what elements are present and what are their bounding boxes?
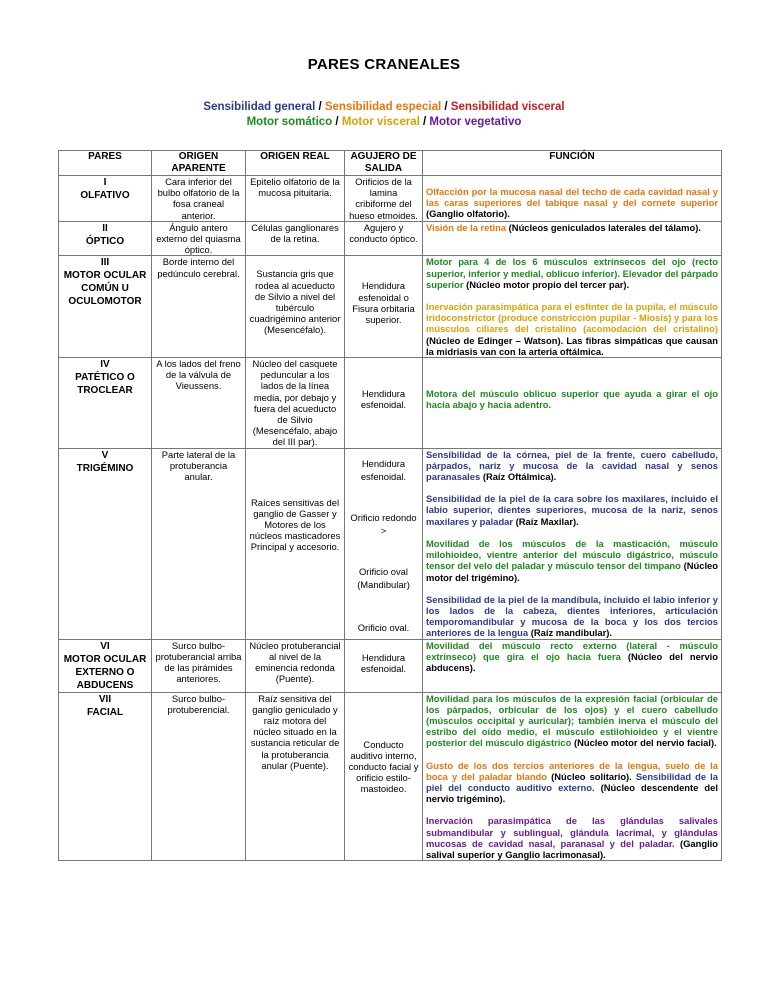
cell-funcion — [423, 221, 722, 256]
funcion-text: Inervación parasimpática de las glándulas salivales submandibular y sublingual, glándula lacrimal, y glándulas mucosas de cavidad nasal, paranasal y del paladar. — [426, 815, 718, 849]
cell-origen-aparente: Ángulo antero externo del quiasma óptico. — [152, 221, 246, 256]
cell-funcion — [423, 692, 722, 861]
par-number: III — [100, 257, 110, 269]
legend-label: Sensibilidad general — [203, 101, 316, 113]
funcion-text: (Núcleo motor propio del tercer par). — [463, 278, 630, 290]
agujero-part: Orificio oval. — [357, 621, 410, 633]
par-name: TRIGÉMINO — [76, 462, 134, 474]
cell-origen-real: Células ganglionares de la retina. — [246, 221, 345, 256]
legend-separator: / — [332, 116, 342, 128]
funcion-text: Olfacción por la mucosa nasal del techo de cada cavidad nasal y las caras superiores del tabique nasal y del cornete superior — [426, 186, 718, 209]
table-row — [59, 692, 722, 861]
funcion-paragraph — [426, 640, 718, 674]
par-number: II — [102, 222, 108, 234]
funcion-text: (Núcleo solitario). — [547, 770, 632, 782]
funcion-paragraph — [426, 186, 718, 220]
table-row — [59, 358, 722, 449]
funcion-text: Sensibilidad de la piel de la cara sobre los maxilares, incluido el labio superior, dientes superiores, mucosa de la nariz, senos maxilares y paladar — [426, 493, 718, 527]
funcion-text: (Raíz Oftálmica). — [480, 471, 557, 483]
par-number: V — [101, 449, 109, 461]
cell-funcion — [423, 448, 722, 639]
funcion-paragraph — [426, 256, 718, 290]
par-name: ÓPTICO — [85, 235, 125, 247]
paragraph-gap — [426, 583, 718, 594]
legend-label: Motor visceral — [341, 116, 420, 128]
table-row — [59, 256, 722, 358]
par-number: VI — [100, 640, 110, 652]
cell-origen-real: Núcleo del casquete peduncular a los lados de la línea media, por debajo y fuera del acueducto de Silvio (Mesencéfalo, abajo del III par). — [246, 358, 345, 449]
funcion-text: Movilidad del músculo recto externo (lateral - músculo extrínseco) que gira el ojo hacia fuera — [426, 639, 718, 662]
cell-origen-real: Núcleo protuberancial al nivel de la eminencia redonda (Puente). — [246, 639, 345, 692]
cell-origen-aparente: Surco bulbo-protuberencial. — [152, 692, 246, 861]
legend-separator: / — [315, 101, 325, 113]
funcion-text: Sensibilidad de la córnea, piel de la frente, cuero cabelludo, párpados, nariz y mucosa de la cavidad nasal y senos paranasales — [426, 448, 718, 483]
funcion-paragraph — [426, 594, 718, 639]
cell-agujero: Hendidura esfenoidal o Fisura orbitaria superior. — [345, 256, 423, 358]
funcion-text: Sensibilidad de la piel del conducto auditivo externo. — [426, 770, 719, 793]
agujero-part: Orificio oval (Mandibular) — [357, 565, 410, 590]
funcion-text: Movilidad para los músculos de la expresión facial (orbicular de los párpados, orbicular de los ojos) y el cuero cabelludo (músculos occipital y auricular); también inerva el músculo del estribo del oído medio, el músculo estilohioideo y el vientre posterior del músculo digástrico — [426, 692, 718, 749]
par-number: VII — [98, 693, 112, 705]
cell-par — [59, 448, 152, 639]
par-number: IV — [100, 359, 110, 371]
cell-par — [59, 692, 152, 861]
table-row — [59, 221, 722, 256]
legend-label: Motor vegetativo — [429, 116, 522, 128]
legend-label: Sensibilidad especial — [324, 101, 442, 113]
funcion-text: Gusto de los dos tercios anteriores de la lengua, suelo de la boca y del paladar blando — [426, 759, 718, 782]
cranial-nerves-table — [58, 150, 722, 861]
funcion-text: Sensibilidad de la piel de la mandíbula, incluido el labio inferior y los lados de la cabeza, dientes inferiores, articulación temporomandibular y mucosa de la boca y los dos tercios anteriores de la lengua — [426, 593, 718, 639]
header-origen-aparente: ORIGEN APARENTE — [152, 151, 246, 176]
cell-origen-real: Raíz sensitiva del ganglio geniculado y raíz motora del núcleo situado en la sustancia reticular de la protuberancia anular (Puente). — [246, 692, 345, 861]
paragraph-gap — [426, 804, 718, 815]
paragraph-gap — [426, 749, 718, 760]
funcion-text: (Núcleo motor del trigémino). — [426, 560, 718, 583]
funcion-paragraph — [426, 222, 718, 233]
cell-agujero: Hendidura esfenoidal. — [345, 639, 423, 692]
table-row — [59, 639, 722, 692]
header-funcion: FUNCIÓN — [423, 151, 722, 176]
legend-label: Motor somático — [246, 116, 333, 128]
funcion-text: Motora del músculo oblicuo superior que ayuda a girar el ojo hacia abajo y hacia adentro. — [426, 388, 718, 411]
header-origen-real: ORIGEN REAL — [246, 151, 345, 176]
header-pares: PARES — [59, 151, 152, 176]
funcion-text: Motor para 4 de los 6 músculos extrínsecos del ojo (recto superior, inferior y medial, oblicuo inferior). Elevador del párpado superior — [426, 256, 718, 290]
legend-separator: / — [441, 101, 451, 113]
par-name: OLFATIVO — [80, 190, 130, 201]
cell-origen-aparente: Surco bulbo-protuberancial arriba de las pirámides anteriores. — [152, 639, 246, 692]
funcion-paragraph — [426, 760, 718, 805]
funcion-text: (Núcleo de Edinger – Watson). Las fibras simpáticas que causan la midriasis van con la arteria oftálmica. — [426, 334, 718, 357]
cell-par — [59, 639, 152, 692]
funcion-paragraph — [426, 388, 718, 410]
par-name: MOTOR OCULAR EXTERNO O ABDUCENS — [63, 653, 147, 691]
cell-origen-aparente: Cara inferior del bulbo olfatorio de la fosa craneal anterior. — [152, 176, 246, 222]
funcion-text: (Ganglio olfatorio). — [426, 208, 510, 220]
cell-origen-aparente: Parte lateral de la protuberancia anular. — [152, 448, 246, 639]
funcion-text: Visión de la retina — [426, 221, 507, 233]
cell-agujero: Agujero y conducto óptico. — [345, 221, 423, 256]
color-legend — [0, 100, 768, 130]
agujero-part: Hendidura esfenoidal. — [360, 457, 407, 482]
funcion-paragraph — [426, 301, 718, 357]
funcion-paragraph — [426, 815, 718, 860]
cell-par — [59, 256, 152, 358]
legend-line-motor — [0, 115, 768, 130]
cell-agujero: Orificios de la lamina cribiforme del hueso etmoides. — [345, 176, 423, 222]
paragraph-gap — [426, 482, 718, 493]
paragraph-gap — [426, 527, 718, 538]
header-agujero: AGUJERO DE SALIDA — [345, 151, 423, 176]
agujero-part: Orificio redondo > — [350, 511, 417, 536]
legend-separator: / — [419, 116, 430, 128]
funcion-text: Inervación parasimpática para el esfínter de la pupila, el músculo iridoconstrictor (produce constricción pupilar - Miosis) y para los músculos ciliares del cristalino (acomodación del cristalino) — [426, 301, 718, 335]
cell-funcion — [423, 256, 722, 358]
funcion-paragraph — [426, 493, 718, 527]
funcion-text: (Núcleo del nervio abducens). — [426, 650, 718, 673]
par-name: MOTOR OCULAR COMÚN U OCULOMOTOR — [63, 270, 147, 308]
legend-label: Sensibilidad visceral — [450, 101, 565, 113]
cell-funcion — [423, 176, 722, 222]
legend-line-sensibilidad — [0, 100, 768, 115]
cell-origen-real: Epitelio olfatorio de la mucosa pituitaria. — [246, 176, 345, 222]
cell-origen-real: Raíces sensitivas del ganglio de Gasser y Motores de los núcleos masticadores Principal y accesorio. — [246, 448, 345, 639]
table-row — [59, 176, 722, 222]
funcion-text: (Núcleo motor del nervio facial). — [571, 737, 717, 749]
funcion-text: (Raíz Maxilar). — [513, 515, 579, 527]
funcion-text: (Núcleos geniculados laterales del tálamo). — [506, 221, 701, 233]
cell-origen-aparente: A los lados del freno de la válvula de Vieussens. — [152, 358, 246, 449]
table-row — [59, 448, 722, 639]
cell-funcion — [423, 639, 722, 692]
cell-agujero — [345, 448, 423, 639]
cell-agujero: Conducto auditivo interno, conducto facial y orificio estilo-mastoideo. — [345, 692, 423, 861]
cell-origen-aparente: Borde interno del pedúnculo cerebral. — [152, 256, 246, 358]
cell-par — [59, 221, 152, 256]
funcion-text: (Núcleo descendente del nervio trigémino). — [426, 781, 718, 805]
par-name: FACIAL — [86, 706, 124, 718]
cell-agujero: Hendidura esfenoidal. — [345, 358, 423, 449]
funcion-paragraph — [426, 449, 718, 483]
cell-par — [59, 358, 152, 449]
funcion-paragraph — [426, 538, 718, 583]
funcion-text: (Raíz mandibular). — [528, 627, 612, 639]
cell-par — [59, 176, 152, 222]
funcion-paragraph — [426, 693, 718, 749]
page-title: PARES CRANEALES — [307, 56, 461, 73]
par-name: PATÉTICO O TROCLEAR — [75, 372, 135, 397]
funcion-text: (Ganglio salival superior y Ganglio lacrimonasal). — [426, 837, 719, 860]
par-number: I — [103, 177, 107, 188]
paragraph-gap — [426, 290, 718, 301]
cell-funcion — [423, 358, 722, 449]
cell-origen-real: Sustancia gris que rodea al acueducto de Silvio a nivel del tubérculo cuadrigémino anterior (Mesencéfalo). — [246, 256, 345, 358]
table-header-row — [59, 151, 722, 176]
funcion-text: Movilidad de los músculos de la masticación, músculo milohioideo, vientre anterior del músculo digástrico, músculo tensor del velo del paladar y músculo tensor del tímpano — [426, 537, 718, 572]
